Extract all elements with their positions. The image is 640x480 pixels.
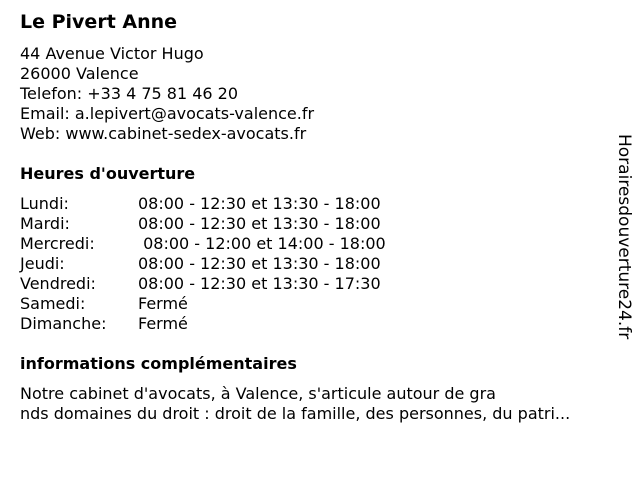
hours-row-saturday (20, 294, 440, 314)
day-label: Samedi: (20, 294, 86, 313)
contact-block (20, 44, 314, 144)
day-hours: 08:00 - 12:00 et 14:00 - 18:00 (138, 234, 386, 253)
additional-info-text (20, 384, 570, 424)
day-label: Vendredi: (20, 274, 96, 293)
phone-text: Telefon: +33 4 75 81 46 20 (20, 84, 239, 103)
opening-hours-heading: Heures d'ouverture (20, 164, 196, 183)
description-line: Notre cabinet d'avocats, à Valence, s'articule autour de gra (20, 384, 496, 403)
address-line-city: 26000 Valence (20, 64, 139, 83)
day-hours: 08:00 - 12:30 et 13:30 - 18:00 (138, 254, 381, 273)
day-label: Jeudi: (20, 254, 65, 273)
description-line: nds domaines du droit : droit de la famille, des personnes, du patri... (20, 404, 571, 423)
day-hours: 08:00 - 12:30 et 13:30 - 17:30 (138, 274, 381, 293)
hours-row-thursday (20, 254, 440, 274)
day-label: Dimanche: (20, 314, 107, 333)
day-hours: Fermé (138, 314, 188, 333)
day-hours: 08:00 - 12:30 et 13:30 - 18:00 (138, 214, 381, 233)
day-hours: 08:00 - 12:30 et 13:30 - 18:00 (138, 194, 381, 213)
day-label: Lundi: (20, 194, 69, 213)
opening-hours-table (20, 194, 440, 334)
site-watermark (612, 134, 636, 344)
additional-info-heading: informations complémentaires (20, 354, 297, 373)
day-label: Mardi: (20, 214, 70, 233)
address-line-street: 44 Avenue Victor Hugo (20, 44, 204, 63)
business-name: Le Pivert Anne (20, 11, 178, 33)
email-text: Email: a.lepivert@avocats-valence.fr (20, 104, 315, 123)
hours-row-monday (20, 194, 440, 214)
website-text: Web: www.cabinet-sedex-avocats.fr (20, 124, 307, 143)
hours-row-tuesday (20, 214, 440, 234)
hours-row-friday (20, 274, 440, 294)
day-label: Mercredi: (20, 234, 95, 253)
hours-row-sunday (20, 314, 440, 334)
hours-row-wednesday (20, 234, 440, 254)
day-hours: Fermé (138, 294, 188, 313)
watermark-text: Horairesdouverture24.fr (614, 134, 634, 340)
